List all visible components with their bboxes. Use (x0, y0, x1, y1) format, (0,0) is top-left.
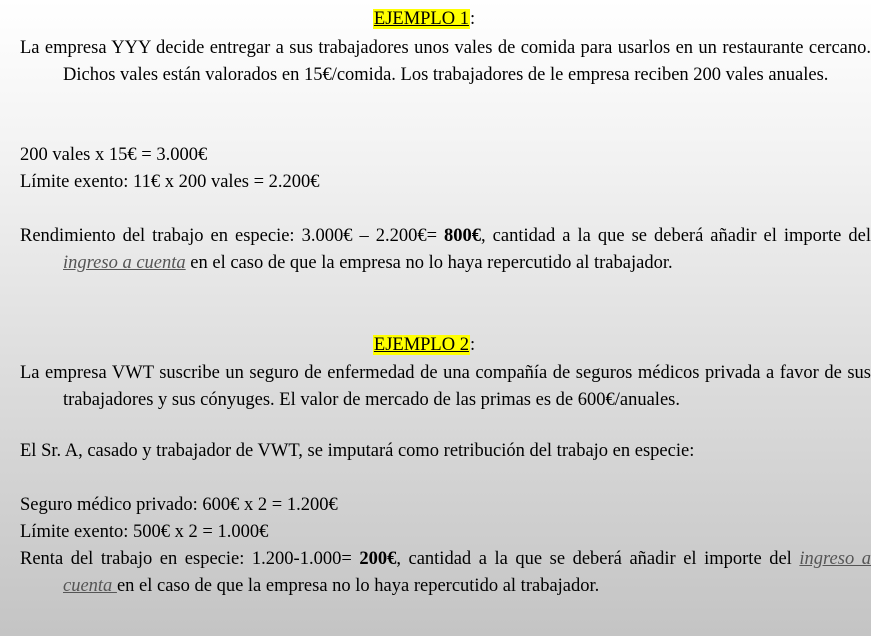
example-1-calc-exempt-limit: Límite exento: 11€ x 200 vales = 2.200€ (20, 172, 320, 192)
example-2-result-post: en el caso de que la empresa no lo haya repercutido al trabajador. (116, 576, 600, 596)
example-1-intro: La empresa YYY decide entregar a sus trabajadores unos vales de comida para usarlos en un restaurante cercano. Dichos vales están valorados en 15€/comida. Los trabajadores de le empresa reciben 200 vales anuales. (20, 38, 871, 85)
example-2-result-amount: 200€ (359, 549, 397, 569)
example-2-title-text: EJEMPLO 2 (373, 335, 469, 355)
example-1-result-post: en el caso de que la empresa no lo haya repercutido al trabajador. (185, 253, 673, 273)
example-2-result-pre: Renta del trabajo en especie: 1.200-1.000= (20, 549, 360, 569)
example-1-title-colon: : (469, 9, 476, 29)
example-2-person: El Sr. A, casado y trabajador de VWT, se imputará como retribución del trabajo en especie: (20, 441, 695, 461)
example-2-calc-insurance: Seguro médico privado: 600€ x 2 = 1.200€ (20, 495, 338, 515)
example-2-title-colon: : (469, 335, 476, 355)
example-1-result-pre: Rendimiento del trabajo en especie: 3.000€ – 2.200€= (20, 226, 445, 246)
example-2-result (20, 546, 871, 600)
example-1-calc-vouchers: 200 vales x 15€ = 3.000€ (20, 145, 208, 165)
example-2-calc-exempt-limit: Límite exento: 500€ x 2 = 1.000€ (20, 522, 269, 542)
example-2-result-mid: , cantidad a la que se deberá añadir el importe del (396, 549, 800, 569)
example-2-intro: La empresa VWT suscribe un seguro de enfermedad de una compañía de seguros médicos privada a favor de sus trabajadores y sus cónyuges. El valor de mercado de las primas es de 600€/anuales. (20, 363, 871, 410)
example-1-result-amount: 800€ (444, 226, 482, 246)
example-1-result-mid: , cantidad a la que se deberá añadir el importe del (481, 226, 871, 246)
example-2-ingreso-a-cuenta-link[interactable]: ingreso a cuenta (63, 549, 871, 596)
example-1-title-text: EJEMPLO 1 (373, 9, 469, 29)
example-1-result (20, 223, 871, 277)
example-2-title (0, 334, 848, 356)
example-1-title (0, 8, 848, 30)
example-1-ingreso-a-cuenta-link[interactable]: ingreso a cuenta (63, 253, 186, 273)
